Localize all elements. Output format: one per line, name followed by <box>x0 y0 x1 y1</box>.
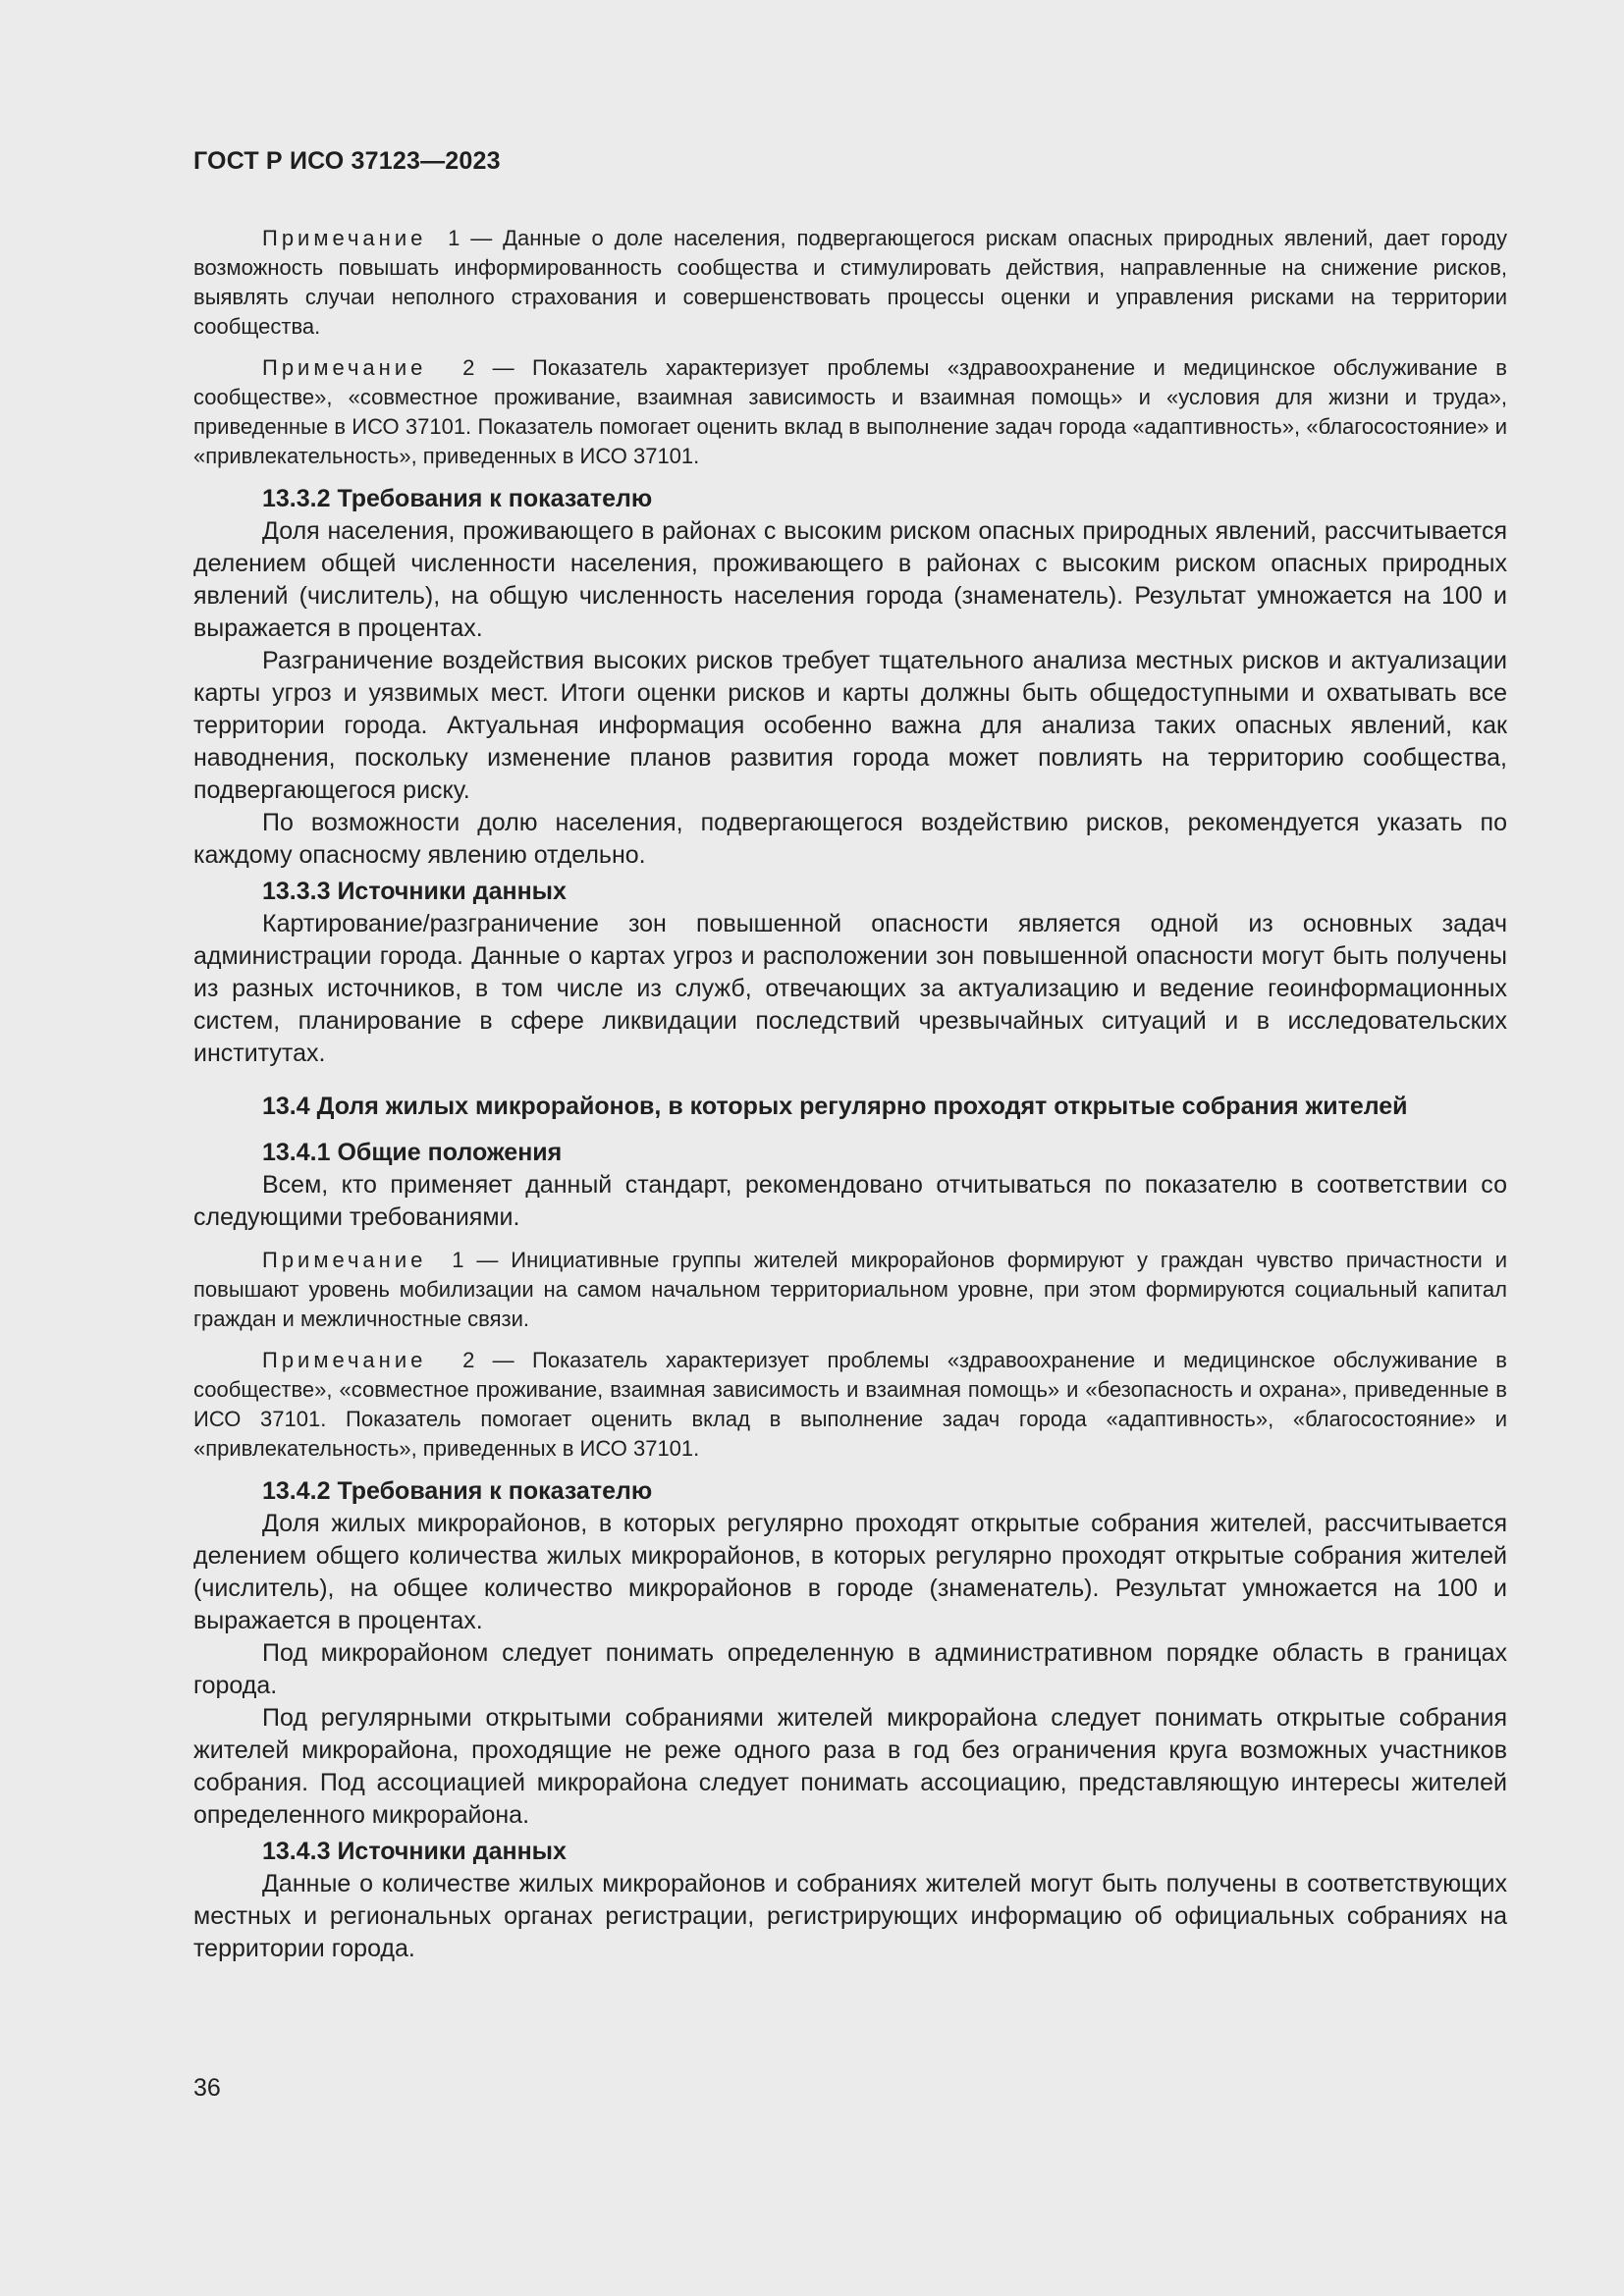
note-number: 2 <box>462 1348 475 1372</box>
note-number: 1 <box>452 1248 464 1272</box>
page-content <box>193 224 1507 1965</box>
page-number: 36 <box>193 2074 221 2102</box>
paragraph: Под микрорайоном следует понимать определенную в административном порядке область в границах города. <box>193 1639 1507 1699</box>
note-number: 2 <box>462 355 475 380</box>
paragraph: Под регулярными открытыми собраниями жителей микрорайона следует понимать открытые собрания жителей микрорайона, проходящие не реже одного раза в год без ограничения круга возможных участников собрания. Под ассоциацией микрорайона следует понимать ассоциацию, представляющую интересы жителей определенного микрорайона. <box>193 1704 1507 1829</box>
paragraph: Данные о количестве жилых микрорайонов и собраниях жителей могут быть получены в соответствующих местных и региональных органах регистрации, регистрирующих информацию об официальных собраниях на территории города. <box>193 1870 1507 1962</box>
note-label: Примечание <box>262 1348 427 1372</box>
note-13-3-1 <box>193 224 1507 342</box>
paragraph: Всем, кто применяет данный стандарт, рекомендовано отчитываться по показателю в соответствии со следующими требованиями. <box>193 1171 1507 1231</box>
note-text: — Показатель характеризует проблемы «здравоохранение и медицинское обслуживание в сообществе», «совместное проживание, взаимная зависимость и взаимная помощь» и «условия для жизни и труда», приведенные в ИСО 37101. Показатель помогает оценить вклад в выполнение задач города «адаптивность», «благосостояние» и «привлекательность», приведенных в ИСО 37101. <box>193 355 1507 468</box>
heading-13-4-2: 13.4.2 Требования к показателю <box>262 1477 653 1505</box>
paragraph: Доля жилых микрорайонов, в которых регулярно проходят открытые собрания жителей, рассчитывается делением общего количества жилых микрорайонов, в которых регулярно проходят открытые собрания жителей (числитель), на общее количество микрорайонов в городе (знаменатель). Результат умножается на 100 и выражается в процентах. <box>193 1510 1507 1634</box>
heading-13-3-2: 13.3.2 Требования к показателю <box>262 485 653 512</box>
note-text: — Данные о доле населения, подвергающегося рискам опасных природных явлений, дает городу возможность повышать информированность сообщества и стимулировать действия, направленные на снижение рисков, выявлять случаи неполного страхования и совершенствовать процессы оценки и управления рисками на территории сообщества. <box>193 226 1507 339</box>
heading-13-4: 13.4 Доля жилых микрорайонов, в которых регулярно проходят открытые собрания жителей <box>262 1093 1408 1120</box>
note-13-3-2 <box>193 353 1507 471</box>
note-text: — Показатель характеризует проблемы «здравоохранение и медицинское обслуживание в сообществе», «совместное проживание, взаимная зависимость и взаимная помощь» и «безопасность и охрана», приведенные в ИСО 37101. Показатель помогает оценить вклад в выполнение задач города «адаптивность», «благосостояние» и «привлекательность», приведенных в ИСО 37101. <box>193 1348 1507 1461</box>
paragraph: Доля населения, проживающего в районах с высоким риском опасных природных явлений, рассчитывается делением общей численности населения, проживающего в районах с высоким риском опасных природных явлений (числитель), на общую численность населения города (знаменатель). Результат умножается на 100 и выражается в процентах. <box>193 517 1507 642</box>
heading-13-4-3: 13.4.3 Источники данных <box>262 1838 567 1865</box>
note-text: — Инициативные группы жителей микрорайонов формируют у граждан чувство причастности и повышают уровень мобилизации на самом начальном территориальном уровне, при этом формируются социальный капитал граждан и межличностные связи. <box>193 1248 1507 1331</box>
note-13-4-1 <box>193 1246 1507 1334</box>
heading-13-4-1: 13.4.1 Общие положения <box>262 1139 563 1166</box>
note-label: Примечание <box>262 226 427 250</box>
document-header: ГОСТ Р ИСО 37123—2023 <box>193 147 501 175</box>
note-number: 1 <box>448 226 460 250</box>
note-13-4-2 <box>193 1346 1507 1464</box>
paragraph: Разграничение воздействия высоких рисков требует тщательного анализа местных рисков и актуализации карты угроз и уязвимых мест. Итоги оценки рисков и карты должны быть общедоступными и охватывать все территории города. Актуальная информация особенно важна для анализа таких опасных явлений, как наводнения, поскольку изменение планов развития города может повлиять на территорию сообщества, подвергающегося риску. <box>193 647 1507 804</box>
paragraph: По возможности долю населения, подвергающегося воздействию рисков, рекомендуется указать по каждому опасносму явлению отдельно. <box>193 809 1507 869</box>
paragraph: Картирование/разграничение зон повышенной опасности является одной из основных задач администрации города. Данные о картах угроз и расположении зон повышенной опасности могут быть получены из разных источников, в том числе из служб, отвечающих за актуализацию и ведение геоинформационных систем, планирование в сфере ликвидации последствий чрезвычайных ситуаций и в исследовательских институтах. <box>193 910 1507 1067</box>
note-label: Примечание <box>262 355 427 380</box>
note-label: Примечание <box>262 1248 427 1272</box>
heading-13-3-3: 13.3.3 Источники данных <box>262 878 567 905</box>
